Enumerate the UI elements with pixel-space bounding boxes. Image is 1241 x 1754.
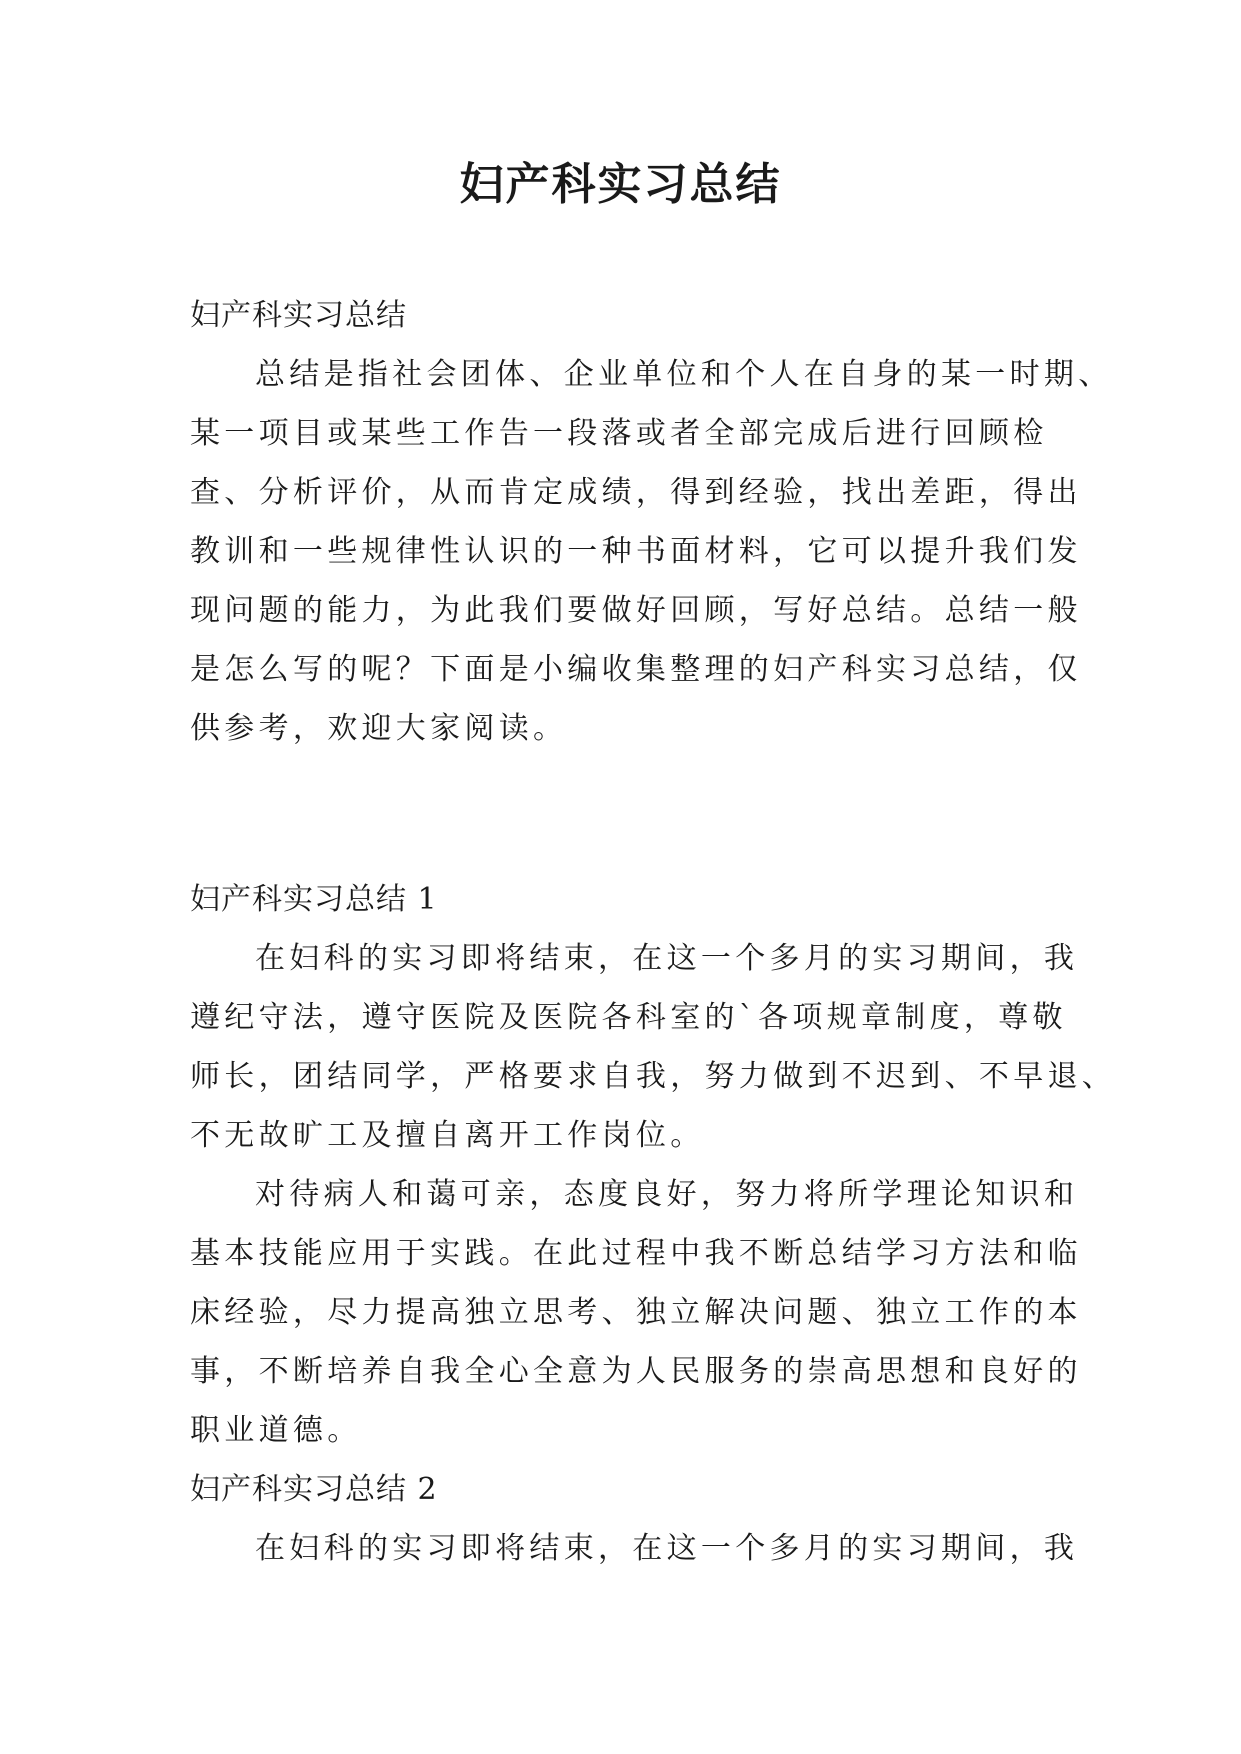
section-1-p2-line-4: 事，不断培养自我全心全意为人民服务的崇高思想和良好的 — [190, 1354, 1082, 1389]
intro-line-7: 供参考，欢迎大家阅读。 — [190, 711, 568, 746]
section-1-p1-line-3: 师长，团结同学，严格要求自我，努力做到不迟到、不早退、 — [190, 1059, 1117, 1094]
intro-line-3: 查、分析评价，从而肯定成绩，得到经验，找出差距，得出 — [190, 475, 1082, 510]
intro-line-1: 总结是指社会团体、企业单位和个人在自身的某一时期、 — [255, 357, 1113, 392]
intro-line-6: 是怎么写的呢？下面是小编收集整理的妇产科实习总结，仅 — [190, 652, 1082, 687]
section-2-p1-line-1: 在妇科的实习即将结束，在这一个多月的实习期间，我 — [255, 1531, 1079, 1566]
section-1-heading: 妇产科实习总结 1 — [190, 882, 438, 917]
intro-line-5: 现问题的能力，为此我们要做好回顾，写好总结。总结一般 — [190, 593, 1082, 628]
section-1-p1-line-2: 遵纪守法，遵守医院及医院各科室的`各项规章制度，尊敬 — [190, 1000, 1067, 1035]
intro-line-2: 某一项目或某些工作告一段落或者全部完成后进行回顾检 — [190, 416, 1048, 451]
intro-heading: 妇产科实习总结 — [190, 298, 407, 333]
section-1-p2-line-2: 基本技能应用于实践。在此过程中我不断总结学习方法和临 — [190, 1236, 1082, 1271]
section-2-heading: 妇产科实习总结 2 — [190, 1472, 438, 1507]
section-1-p2-line-5: 职业道德。 — [190, 1413, 362, 1448]
document-title: 妇产科实习总结 — [459, 159, 782, 210]
section-1-p1-line-1: 在妇科的实习即将结束，在这一个多月的实习期间，我 — [255, 941, 1079, 976]
section-1-p2-line-3: 床经验，尽力提高独立思考、独立解决问题、独立工作的本 — [190, 1295, 1082, 1330]
intro-line-4: 教训和一些规律性认识的一种书面材料，它可以提升我们发 — [190, 534, 1082, 569]
section-1-p2-line-1: 对待病人和蔼可亲，态度良好，努力将所学理论知识和 — [255, 1177, 1079, 1212]
section-1-p1-line-4: 不无故旷工及擅自离开工作岗位。 — [190, 1118, 705, 1153]
